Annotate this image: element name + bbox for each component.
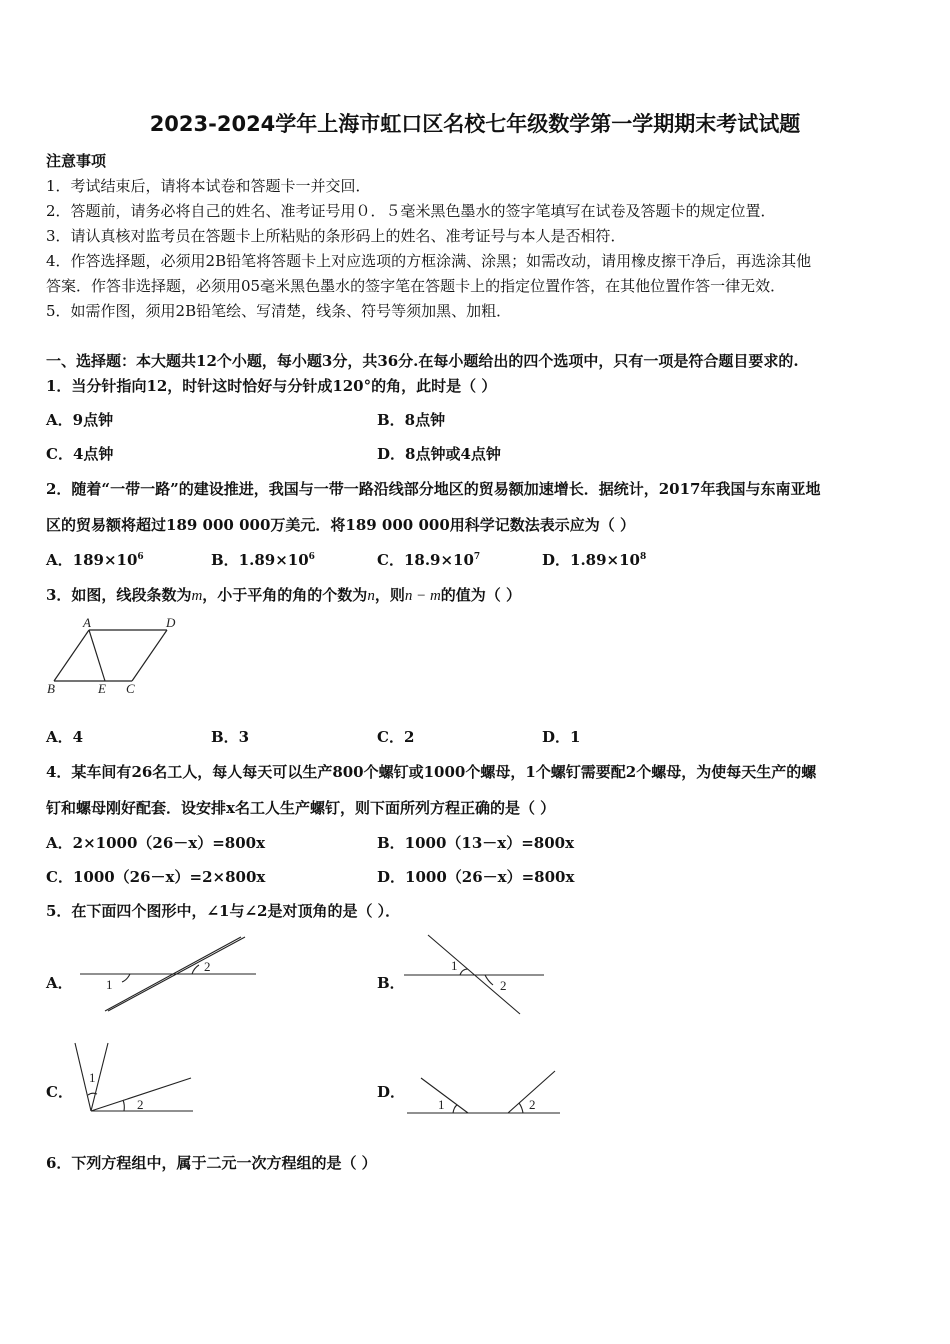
q4-option-b: B．1000（13－x）=800x [377, 834, 575, 852]
question-3-stem: 3．如图，线段条数为m，小于平角的角的个数为n，则n − m的值为（ ） [46, 586, 522, 604]
parallelogram-figure [44, 616, 184, 696]
label-d: D [166, 615, 176, 630]
q5-figure-a [78, 933, 258, 1013]
q1-option-d: D．8点钟或4点钟 [377, 445, 501, 463]
svg-text:1: 1 [451, 958, 458, 973]
section-heading: 一、选择题：本大题共12个小题，每小题3分，共36分.在每小题给出的四个选项中，只有一项是符合题目要求的. [46, 352, 799, 370]
q5-option-a: A． [46, 974, 73, 992]
segment-ae [89, 630, 105, 681]
svg-text:1: 1 [438, 1097, 445, 1112]
q5-figure-d [405, 1068, 565, 1118]
q5-option-c: C． [46, 1083, 73, 1101]
notice-item: 5．如需作图，须用2B铅笔绘、写清楚，线条、符号等须加黑、加粗． [46, 302, 512, 320]
q3-option-b: B．3 [211, 728, 250, 746]
label-e: E [98, 681, 106, 696]
notice-item: 答案．作答非选择题，必须用05毫米黑色墨水的签字笔在答题卡上的指定位置作答，在其他位置作答一律无效． [46, 277, 786, 295]
q5-figure-b [402, 932, 552, 1017]
q1-option-b: B．8点钟 [377, 411, 446, 429]
question-5-stem: 5．在下面四个图形中，∠1与∠2是对顶角的是（ ）． [46, 902, 401, 920]
svg-text:2: 2 [204, 959, 211, 974]
label-a: A [83, 615, 91, 630]
q2-option-a: A．$189\times 10^6$ [46, 551, 144, 569]
question-4-line2: 钉和螺母刚好配套．设安排x名工人生产螺钉，则下面所列方程正确的是（ ） [46, 799, 556, 817]
label-c: C [126, 681, 135, 696]
question-2-line2: 区的贸易额将超过189 000 000万美元．将189 000 000用科学记数法表示应为（ ） [46, 516, 635, 534]
q1-option-a: A．9点钟 [46, 411, 114, 429]
notice-heading: 注意事项 [46, 152, 107, 170]
q5-option-d: D． [377, 1083, 406, 1101]
q5-figure-c [70, 1040, 200, 1118]
notice-item: 1．考试结束后，请将本试卷和答题卡一并交回． [46, 177, 371, 195]
q5-option-b: B． [377, 974, 405, 992]
q1-option-c: C．4点钟 [46, 445, 114, 463]
question-6-stem: 6．下列方程组中，属于二元一次方程组的是（ ） [46, 1154, 377, 1172]
q4-option-d: D．1000（26－x）=800x [377, 868, 575, 886]
segment-dc [132, 630, 167, 681]
label-b: B [47, 681, 55, 696]
question-4-line1: 4．某车间有26名工人，每人每天可以生产800个螺钉或1000个螺母，1个螺钉需要配2个螺母，为使每天生产的螺 [46, 763, 817, 781]
page-title: 2023-2024学年上海市虹口区名校七年级数学第一学期期末考试试题 [149, 112, 801, 136]
q3-option-c: C．2 [377, 728, 415, 746]
svg-text:2: 2 [500, 978, 507, 993]
svg-text:1: 1 [89, 1070, 96, 1085]
q4-option-a: A．2×1000（26－x）=800x [46, 834, 266, 852]
question-1-stem: 1．当分针指向12，时针这时恰好与分针成120°的角，此时是（ ） [46, 377, 497, 395]
svg-text:2: 2 [529, 1097, 536, 1112]
segment-ab [54, 630, 89, 681]
notice-item: 4．作答选择题，必须用2B铅笔将答题卡上对应选项的方框涂满、涂黑；如需改动，请用橡皮擦干净后，再选涂其他 [46, 252, 812, 270]
question-2-line1: 2．随着“一带一路”的建设推进，我国与一带一路沿线部分地区的贸易额加速增长．据统计，2017年我国与东南亚地 [46, 480, 821, 498]
svg-text:1: 1 [106, 977, 113, 992]
q2-option-b: B．$1.89\times 10^6$ [211, 551, 315, 569]
q3-option-d: D．1 [542, 728, 581, 746]
notice-item: 3．请认真核对监考员在答题卡上所粘贴的条形码上的姓名、准考证号与本人是否相符． [46, 227, 626, 245]
q2-option-c: C．$18.9\times 10^7$ [377, 551, 481, 569]
notice-item: 2．答题前，请务必将自己的姓名、准考证号用０．５毫米黑色墨水的签字笔填写在试卷及答题卡的规定位置． [46, 202, 776, 220]
q2-option-d: D．$1.89\times 10^8$ [542, 551, 647, 569]
q3-option-a: A．4 [46, 728, 84, 746]
q4-option-c: C．1000（26－x）=2×800x [46, 868, 266, 886]
svg-text:2: 2 [137, 1097, 144, 1112]
